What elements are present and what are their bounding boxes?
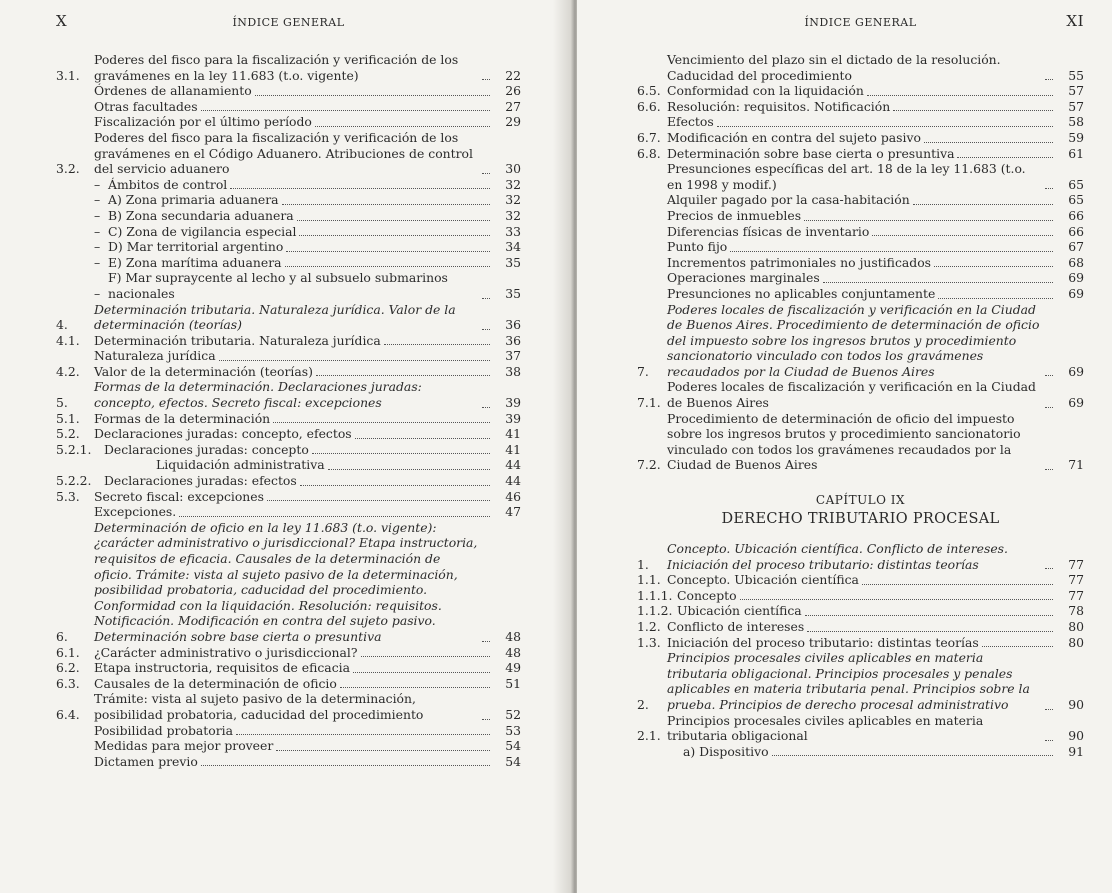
toc-entry-title[interactable]: D) Mar territorial argentino — [108, 239, 284, 255]
toc-entry-title[interactable]: Ámbitos de control — [108, 176, 228, 192]
dot-leader — [482, 717, 490, 720]
toc-entry-page: 66 — [1068, 223, 1084, 239]
toc-entry — [56, 411, 521, 427]
toc-entry-number: 4.1. — [56, 332, 80, 348]
toc-entry-page: 54 — [505, 738, 521, 754]
toc-entry-number: 6.6. — [637, 98, 661, 114]
toc-entry-title[interactable]: Concepto. Ubicación científica. Conflicto de intereses. Iniciación del proceso tributario: distintas teorías — [667, 541, 1008, 572]
dot-leader — [299, 233, 490, 236]
toc-entry — [637, 379, 1084, 410]
toc-entry-title[interactable]: Concepto. Ubicación científica — [667, 572, 859, 588]
toc-entry — [56, 426, 521, 442]
toc-entry-number: 5.1. — [56, 410, 80, 426]
dot-leader — [236, 732, 490, 735]
toc-entry-title[interactable]: Poderes del fisco para la fiscalización y verificación de los gravámenes en el Código Aduanero. Atribuciones de control del servicio aduanero — [94, 129, 473, 177]
dot-leader — [893, 108, 1053, 111]
toc-entry-title[interactable]: a) Dispositivo — [683, 743, 769, 759]
toc-entry-number: 4.2. — [56, 363, 80, 379]
toc-entry-title[interactable]: Etapa instructoria, requisitos de eficacia — [94, 660, 350, 676]
toc-entry-page: 90 — [1068, 696, 1084, 712]
dot-leader — [361, 654, 490, 657]
dot-leader — [201, 108, 490, 111]
toc-entry-page: 32 — [505, 192, 521, 208]
toc-entry-page: 65 — [1068, 176, 1084, 192]
toc-entry-title[interactable]: Medidas para mejor proveer — [94, 738, 274, 754]
toc-entry-number: – — [94, 239, 105, 255]
toc-entry-number: – — [94, 176, 105, 192]
toc-entry — [56, 660, 521, 676]
toc-entry-page: 68 — [1068, 254, 1084, 270]
dot-leader — [276, 748, 490, 751]
toc-entry-page: 22 — [505, 67, 521, 83]
toc-entry-page: 37 — [505, 348, 521, 364]
toc-entry-page: 66 — [1068, 207, 1084, 223]
dot-leader — [219, 358, 490, 361]
toc-entry-title[interactable]: Poderes locales de fiscalización y verificación en la Ciudad de Buenos Aires — [667, 379, 1036, 411]
dot-leader — [482, 639, 490, 642]
toc-entry — [56, 192, 521, 208]
toc-entry-page: 26 — [505, 83, 521, 99]
toc-entry-number: – — [94, 192, 105, 208]
toc-entry-title[interactable]: Liquidación administrativa — [156, 457, 325, 473]
toc-entry-number: 5.3. — [56, 488, 80, 504]
dot-leader — [286, 249, 490, 252]
toc-entry — [637, 286, 1084, 302]
toc-entry — [637, 239, 1084, 255]
toc-entry-page: 69 — [1068, 395, 1084, 411]
toc-entry — [637, 130, 1084, 146]
toc-entry — [56, 302, 521, 333]
toc-entry-page: 51 — [505, 675, 521, 691]
right-page-number: XI — [1066, 12, 1084, 30]
toc-entry — [56, 255, 521, 271]
chapter-label: CAPÍTULO IX — [815, 493, 906, 508]
toc-entry-title[interactable]: Dictamen previo — [94, 753, 198, 769]
toc-entry-number: 7. — [637, 363, 649, 379]
dot-leader — [179, 514, 490, 517]
toc-entry-title[interactable]: Ubicación científica — [677, 603, 802, 619]
toc-entry-title[interactable]: A) Zona primaria aduanera — [108, 192, 279, 208]
toc-entry — [637, 650, 1084, 712]
toc-entry-number: 3.1. — [56, 67, 80, 83]
toc-entry-title[interactable]: Declaraciones juradas: concepto, efectos — [94, 426, 352, 442]
toc-entry-number: 6.8. — [637, 145, 661, 161]
toc-entry — [56, 676, 521, 692]
toc-entry — [56, 114, 521, 130]
toc-entry-title[interactable]: Iniciación del proceso tributario: distintas teorías — [667, 634, 979, 650]
right-toc-list — [637, 52, 1084, 473]
dot-leader — [938, 296, 1053, 299]
toc-entry-page: 90 — [1068, 728, 1084, 744]
toc-entry — [56, 348, 521, 364]
dot-leader — [255, 93, 490, 96]
toc-entry-title[interactable]: ¿Carácter administrativo o jurisdiccional? — [94, 644, 358, 660]
toc-entry-number: – — [94, 207, 105, 223]
dot-leader — [328, 467, 490, 470]
chapter-toc-list — [637, 541, 1084, 759]
toc-entry-title[interactable]: Punto fijo — [667, 239, 728, 255]
toc-entry — [56, 520, 521, 645]
dot-leader — [982, 644, 1053, 647]
dot-leader — [315, 124, 490, 127]
toc-entry-page: 67 — [1068, 239, 1084, 255]
toc-entry — [56, 52, 521, 83]
toc-entry — [637, 541, 1084, 572]
dot-leader — [717, 124, 1053, 127]
toc-entry — [637, 146, 1084, 162]
toc-entry-title[interactable]: Conformidad con la liquidación — [667, 83, 864, 99]
right-running-head: ÍNDICE GENERAL — [804, 16, 917, 29]
toc-entry-title[interactable]: Diferencias físicas de inventario — [667, 223, 870, 239]
toc-entry-number: 5.2.1. — [56, 441, 92, 457]
toc-entry-page: 38 — [505, 363, 521, 379]
dot-leader — [924, 140, 1053, 143]
toc-entry-number: 5.2. — [56, 426, 80, 442]
toc-entry-page: 49 — [505, 660, 521, 676]
toc-entry-page: 71 — [1068, 457, 1084, 473]
toc-entry-page: 46 — [505, 488, 521, 504]
toc-entry — [637, 99, 1084, 115]
toc-entry — [56, 333, 521, 349]
dot-leader — [913, 202, 1053, 205]
toc-entry-title[interactable]: Declaraciones juradas: concepto — [104, 441, 309, 457]
toc-entry-number: 6.4. — [56, 706, 80, 722]
toc-entry-number: 5. — [56, 395, 68, 411]
right-page — [577, 0, 1112, 893]
toc-entry-page: 77 — [1068, 587, 1084, 603]
toc-entry-title[interactable]: Trámite: vista al sujeto pasivo de la determinación, posibilidad probatoria, caducidad del procedimiento — [94, 691, 424, 722]
dot-leader — [482, 77, 490, 80]
toc-entry-page: 27 — [505, 98, 521, 114]
dot-leader — [230, 186, 490, 189]
toc-entry-title[interactable]: Determinación tributaria. Naturaleza jurídica — [94, 332, 381, 348]
toc-entry-page: 30 — [505, 161, 521, 177]
toc-entry-page: 91 — [1068, 743, 1084, 759]
toc-entry — [637, 572, 1084, 588]
toc-entry-title[interactable]: Fiscalización por el último período — [94, 114, 312, 130]
toc-entry-number: – — [94, 223, 105, 239]
dot-leader — [282, 202, 490, 205]
toc-entry-title[interactable]: Poderes del fisco para la fiscalización y verificación de los gravámenes en la ley 11.683 (t.o. vigente) — [94, 52, 459, 83]
dot-leader — [957, 155, 1053, 158]
toc-entry-title[interactable]: Formas de la determinación. Declaraciones juradas: concepto, efectos. Secreto fiscal: excepciones — [94, 379, 422, 411]
toc-entry-page: 41 — [505, 426, 521, 442]
toc-entry-page: 61 — [1068, 145, 1084, 161]
toc-entry-number: 4. — [56, 317, 68, 333]
toc-entry-page: 69 — [1068, 363, 1084, 379]
toc-entry-page: 29 — [505, 114, 521, 130]
toc-entry — [56, 489, 521, 505]
dot-leader — [862, 582, 1053, 585]
dot-leader — [1045, 566, 1053, 569]
left-page-number: X — [56, 12, 68, 30]
toc-entry-title[interactable]: Naturaleza jurídica — [94, 348, 216, 364]
toc-entry-page: 39 — [505, 395, 521, 411]
toc-entry-title[interactable]: Principios procesales civiles aplicables en materia tributaria obligacional. Principios procesales y penales aplicables en materia tributaria penal. Principios sobre la prueba. Principios de derecho procesal administrativo — [667, 650, 1030, 712]
toc-entry-page: 57 — [1068, 98, 1084, 114]
toc-entry-page: 55 — [1068, 67, 1084, 83]
toc-entry-number: 7.1. — [637, 395, 661, 411]
toc-entry-title[interactable]: Valor de la determinación (teorías) — [94, 363, 313, 379]
toc-entry — [56, 442, 521, 458]
dot-leader — [1045, 373, 1053, 376]
toc-entry-number: 6. — [56, 628, 68, 644]
toc-entry-page: 36 — [505, 317, 521, 333]
toc-entry-page: 48 — [505, 644, 521, 660]
toc-entry — [637, 603, 1084, 619]
dot-leader — [300, 483, 490, 486]
dot-leader — [316, 373, 490, 376]
toc-entry-page: 77 — [1068, 572, 1084, 588]
dot-leader — [285, 264, 490, 267]
dot-leader — [1045, 467, 1053, 470]
toc-entry-number: – — [94, 285, 105, 301]
toc-entry-page: 53 — [505, 722, 521, 738]
toc-entry-page: 57 — [1068, 83, 1084, 99]
toc-entry-title[interactable]: Precios de inmuebles — [667, 207, 802, 223]
dot-leader — [1045, 707, 1053, 710]
toc-entry-number: 1.1. — [637, 572, 661, 588]
toc-entry-title[interactable]: Concepto — [677, 587, 737, 603]
toc-entry — [56, 504, 521, 520]
toc-entry — [56, 754, 521, 770]
toc-entry-title[interactable]: E) Zona marítima aduanera — [108, 254, 282, 270]
toc-entry — [56, 691, 521, 722]
toc-entry — [637, 588, 1084, 604]
toc-entry — [637, 192, 1084, 208]
dot-leader — [340, 685, 490, 688]
right-page-header — [637, 12, 1084, 34]
left-running-head: ÍNDICE GENERAL — [232, 16, 345, 29]
toc-entry-title[interactable]: Órdenes de allanamiento — [94, 83, 252, 99]
toc-entry-number: 1.1.1. — [637, 587, 673, 603]
dot-leader — [355, 436, 490, 439]
toc-entry-page: 52 — [505, 706, 521, 722]
toc-entry — [56, 177, 521, 193]
dot-leader — [482, 171, 490, 174]
toc-entry-title[interactable]: Presunciones no aplicables conjuntamente — [667, 285, 936, 301]
toc-entry-title[interactable]: Causales de la determinación de oficio — [94, 675, 337, 691]
dot-leader — [772, 753, 1053, 756]
toc-entry — [56, 473, 521, 489]
toc-entry-number: 6.2. — [56, 660, 80, 676]
dot-leader — [1045, 405, 1053, 408]
dot-leader — [823, 280, 1053, 283]
dot-leader — [740, 597, 1053, 600]
dot-leader — [1045, 186, 1053, 189]
toc-entry-number: 1.1.2. — [637, 603, 673, 619]
toc-entry-number: 6.7. — [637, 129, 661, 145]
toc-entry — [637, 635, 1084, 651]
toc-entry — [637, 161, 1084, 192]
toc-entry-title[interactable]: Declaraciones juradas: efectos — [104, 473, 297, 489]
toc-entry — [56, 208, 521, 224]
toc-entry — [56, 270, 521, 301]
toc-entry-page: 39 — [505, 410, 521, 426]
toc-entry-title[interactable]: Vencimiento del plazo sin el dictado de la resolución. Caducidad del procedimiento — [667, 52, 1001, 83]
toc-entry-title[interactable]: Formas de la determinación — [94, 410, 271, 426]
dot-leader — [805, 613, 1053, 616]
toc-entry-number: 2.1. — [637, 728, 661, 744]
dot-leader — [353, 670, 490, 673]
toc-entry-page: 58 — [1068, 114, 1084, 130]
toc-entry-title[interactable]: Operaciones marginales — [667, 270, 820, 286]
toc-entry-number: – — [94, 254, 105, 270]
toc-entry — [637, 114, 1084, 130]
toc-entry-title[interactable]: Determinación tributaria. Naturaleza jurídica. Valor de la determinación (teorías) — [94, 301, 456, 333]
toc-entry-page: 32 — [505, 207, 521, 223]
dot-leader — [482, 405, 490, 408]
toc-entry — [637, 411, 1084, 473]
dot-leader — [872, 233, 1053, 236]
toc-entry-page: 69 — [1068, 270, 1084, 286]
chapter-heading — [637, 493, 1084, 527]
left-page-header — [56, 12, 521, 34]
toc-entry — [56, 645, 521, 661]
toc-entry-title[interactable]: Conflicto de intereses — [667, 619, 805, 634]
toc-entry — [637, 302, 1084, 380]
toc-entry-title[interactable]: Resolución: requisitos. Notificación — [667, 98, 891, 114]
toc-entry — [56, 239, 521, 255]
dot-leader — [267, 498, 490, 501]
toc-entry-title[interactable]: B) Zona secundaria aduanera — [108, 207, 294, 223]
toc-entry-number: 2. — [637, 696, 649, 712]
toc-entry — [637, 619, 1084, 635]
toc-entry-page: 77 — [1068, 556, 1084, 572]
toc-entry-page: 35 — [505, 285, 521, 301]
toc-entry-title[interactable]: Alquiler pagado por la casa-habitación — [667, 192, 910, 208]
toc-entry-title[interactable]: Posibilidad probatoria — [94, 722, 233, 738]
dot-leader — [201, 763, 490, 766]
dot-leader — [867, 93, 1053, 96]
toc-entry-title[interactable]: F) Mar supraycente al lecho y al subsuelo submarinos nacionales — [108, 270, 448, 301]
toc-entry — [56, 457, 521, 473]
toc-entry-number: 6.5. — [637, 83, 661, 99]
toc-entry-title[interactable]: C) Zona de vigilancia especial — [108, 223, 297, 239]
toc-entry-number: 1.2. — [637, 619, 661, 634]
toc-entry-page: 34 — [505, 239, 521, 255]
dot-leader — [273, 420, 490, 423]
toc-entry — [637, 83, 1084, 99]
toc-entry-title[interactable]: Secreto fiscal: excepciones — [94, 488, 264, 504]
toc-entry-page: 48 — [505, 628, 521, 644]
toc-entry — [637, 52, 1084, 83]
toc-entry — [637, 713, 1084, 744]
toc-entry-page: 44 — [505, 457, 521, 473]
toc-entry-page: 80 — [1068, 619, 1084, 634]
dot-leader — [730, 249, 1053, 252]
toc-entry-title[interactable]: Efectos — [667, 114, 714, 130]
toc-entry — [56, 83, 521, 99]
toc-entry-title[interactable]: Poderes locales de fiscalización y verificación en la Ciudad de Buenos Aires. Procedimiento de determinación de oficio del impuesto sobre los ingresos brutos y procedimiento sancionatorio vinculado con todos los gravámenes recaudados por la Ciudad de Buenos Aires — [667, 301, 1040, 379]
toc-entry — [637, 224, 1084, 240]
dot-leader — [384, 342, 490, 345]
chapter-title: DERECHO TRIBUTARIO PROCESAL — [721, 511, 1000, 528]
dot-leader — [297, 218, 490, 221]
toc-entry — [637, 255, 1084, 271]
toc-entry-number: 1.3. — [637, 634, 661, 650]
toc-entry-title[interactable]: Procedimiento de determinación de oficio del impuesto sobre los ingresos brutos y procedimiento sancionatorio vinculado con todos los gravámenes recaudados por la Ciudad de Buenos Aires — [667, 410, 1021, 473]
toc-entry-title[interactable]: Excepciones. — [94, 504, 177, 520]
toc-entry-page: 78 — [1068, 603, 1084, 619]
toc-entry-page: 36 — [505, 332, 521, 348]
dot-leader — [1045, 77, 1053, 80]
toc-entry-page: 41 — [505, 441, 521, 457]
toc-entry — [56, 99, 521, 115]
dot-leader — [934, 264, 1053, 267]
dot-leader — [1045, 738, 1053, 741]
toc-entry-title[interactable]: Otras facultades — [94, 98, 198, 114]
toc-entry-number: 1. — [637, 556, 649, 572]
toc-entry-title[interactable]: Presunciones específicas del art. 18 de la ley 11.683 (t.o. en 1998 y modif.) — [667, 161, 1026, 192]
toc-entry-number: 7.2. — [637, 457, 661, 473]
toc-entry — [56, 738, 521, 754]
dot-leader — [804, 218, 1053, 221]
toc-entry — [56, 130, 521, 177]
toc-entry-page: 69 — [1068, 285, 1084, 301]
toc-entry — [637, 208, 1084, 224]
toc-entry-title[interactable]: Determinación sobre base cierta o presuntiva — [667, 145, 955, 161]
toc-entry — [56, 224, 521, 240]
dot-leader — [482, 296, 490, 299]
toc-entry — [56, 379, 521, 410]
toc-entry — [637, 744, 1084, 760]
toc-entry-page: 32 — [505, 176, 521, 192]
dot-leader — [807, 629, 1053, 632]
toc-entry-page: 33 — [505, 223, 521, 239]
dot-leader — [482, 327, 490, 330]
toc-entry-page: 59 — [1068, 129, 1084, 145]
toc-entry-page: 35 — [505, 254, 521, 270]
toc-entry-title[interactable]: Determinación de oficio en la ley 11.683 (t.o. vigente): ¿carácter administrativo o jurisdiccional? Etapa instructoria, requisitos de eficacia. Causales de la determinación de oficio. Trámite: vista al sujeto pasivo de la determinación, posibilidad probatoria, caducidad del procedimiento. Conformidad con la liquidación. Resolución: requisitos. Notificación. Modificación en contra del sujeto pasivo. Determinación sobre base cierta o presuntiva — [94, 519, 478, 644]
toc-entry-page: 80 — [1068, 634, 1084, 650]
toc-entry-number: 3.2. — [56, 161, 80, 177]
toc-entry — [637, 270, 1084, 286]
toc-entry — [56, 364, 521, 380]
toc-entry — [56, 723, 521, 739]
toc-entry-page: 65 — [1068, 192, 1084, 208]
toc-entry-number: 6.1. — [56, 644, 80, 660]
toc-entry-page: 47 — [505, 504, 521, 520]
left-toc-list — [56, 52, 521, 769]
dot-leader — [312, 451, 490, 454]
toc-entry-number: 5.2.2. — [56, 473, 92, 489]
toc-entry-title[interactable]: Principios procesales civiles aplicables en materia tributaria obligacional — [667, 712, 984, 744]
toc-entry-page: 54 — [505, 753, 521, 769]
toc-entry-page: 44 — [505, 473, 521, 489]
toc-entry-title[interactable]: Modificación en contra del sujeto pasivo — [667, 129, 921, 145]
toc-entry-title[interactable]: Incrementos patrimoniales no justificados — [667, 254, 932, 270]
toc-entry-number: 6.3. — [56, 675, 80, 691]
